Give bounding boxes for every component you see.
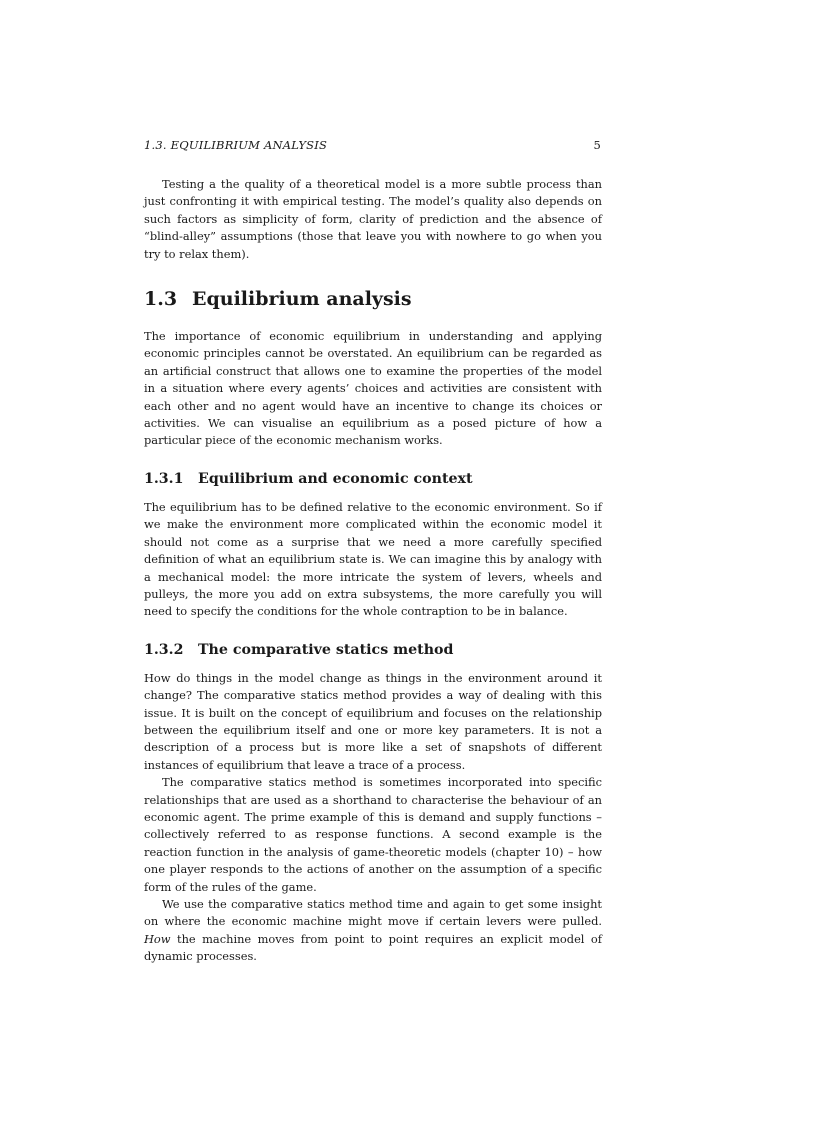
subsection-number-2: 1.3.2 — [144, 641, 184, 658]
subsection-number-1: 1.3.1 — [144, 470, 184, 487]
paragraph-3-text-before: We use the comparative statics method time and again to get some insight on where the economic machine might move if certain levers were pulled. — [144, 897, 602, 929]
section-number: 1.3 — [144, 288, 178, 311]
paragraph-3-text-after: the machine moves from point to point requires an explicit model of dynamic processes. — [144, 931, 602, 964]
subsection-2-paragraph-3 — [144, 896, 602, 966]
subsection-1-paragraph: The equilibrium has to be defined relative to the economic environment. So if we make the environment more complicated within the economic model it should not come as a surprise that we need a more carefully specified definition of what an equilibrium state is. We can imagine this by analogy with a mechanical model: the more intricate the system of levers, wheels and pulleys, the more you add on extra subsystems, the more carefully you will need to specify the conditions for the whole contraption to be in balance. — [144, 499, 602, 619]
section-heading — [144, 287, 602, 311]
section-title: Equilibrium analysis — [192, 288, 412, 311]
subsection-2-paragraph-1: How do things in the model change as things in the environment around it change? The comparative statics method provides a way of dealing with this issue. It is built on the concept of equilibrium and focuses on the relationship between the equilibrium itself and one or more key parameters. It is not a description of a process but is more like a set of snapshots of different instances of equilibrium that leave a trace of a process. — [144, 670, 602, 772]
subsection-heading-2 — [144, 641, 602, 660]
subsection-heading-1 — [144, 470, 602, 489]
page-body — [144, 176, 602, 966]
running-title: 1.3. EQUILIBRIUM ANALYSIS — [144, 138, 328, 152]
subsection-title-1: Equilibrium and economic context — [198, 470, 473, 487]
subsection-title-2: The comparative statics method — [198, 641, 454, 658]
subsection-2-paragraph-2: The comparative statics method is sometimes incorporated into specific relationships that are used as a shorthand to characterise the behaviour of an economic agent. The prime example of this is demand and supply functions – collectively referred to as response functions. A second example is the reaction function in the analysis of game-theoretic models (chapter 10) – how one player responds to the actions of another on the assumption of a specific form of the rules of the game. — [144, 775, 602, 894]
section-paragraph: The importance of economic equilibrium in understanding and applying economic principles cannot be overstated. An equilibrium can be regarded as an artificial construct that allows one to examine the properties of the model in a situation where every agents’ choices and activities are consistent with each other and no agent would have an incentive to change its choices or activities. We can visualise an equilibrium as a posed picture of how a particular piece of the economic mechanism works. — [144, 329, 602, 448]
running-header — [144, 138, 601, 152]
paragraph-3-emphasis: How — [144, 931, 171, 946]
intro-paragraph: Testing a the quality of a theoretical model is a more subtle process than just confronting it with empirical testing. The model’s quality also depends on such factors as simplicity of form, clarity of prediction and the absence of “blind-alley” assumptions (those that leave you with nowhere to go when you try to relax them). — [144, 177, 602, 261]
page-number: 5 — [593, 138, 601, 152]
